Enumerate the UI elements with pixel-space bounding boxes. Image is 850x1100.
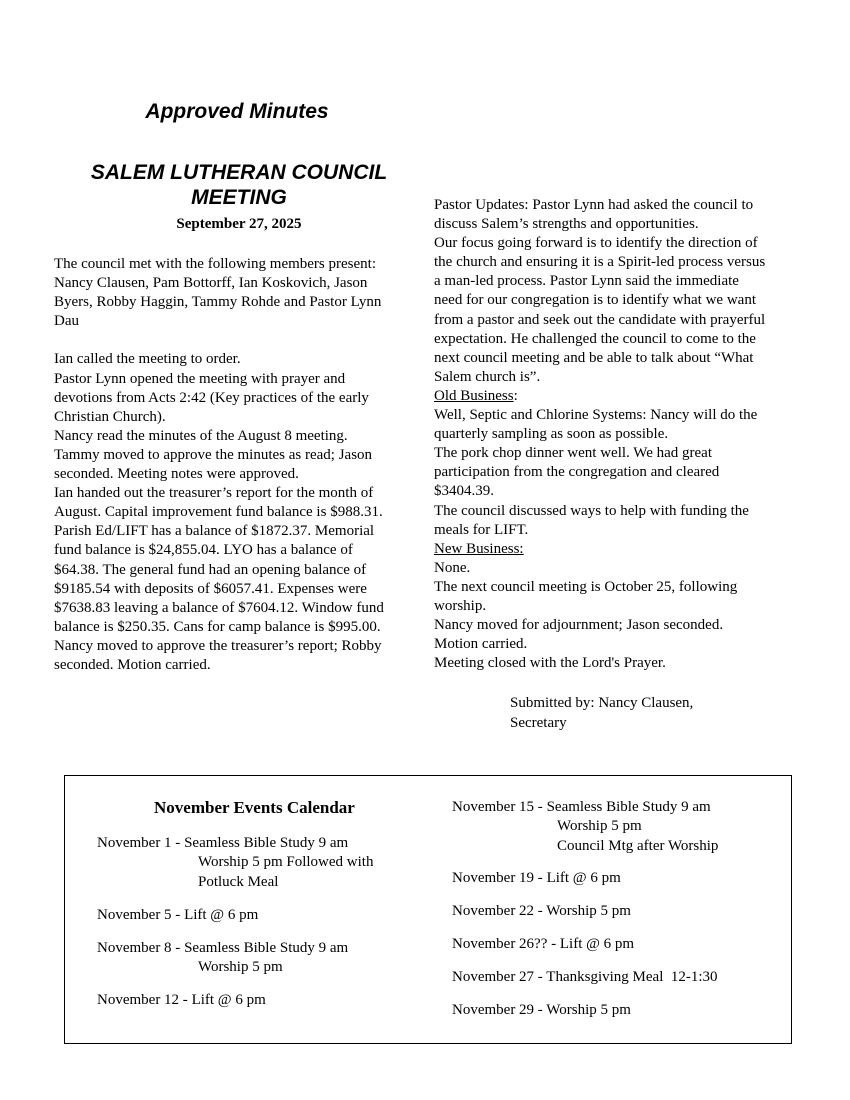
pastor-updates-line: a man-led process. Pastor Lynn said the immediate bbox=[434, 273, 739, 290]
event-detail: Worship 5 pm bbox=[557, 818, 642, 835]
old-business-heading bbox=[434, 387, 810, 406]
new-business-line: The next council meeting is October 25, following bbox=[434, 578, 738, 595]
event-date: November 12 - bbox=[97, 992, 192, 1008]
event-detail: Council Mtg after Worship bbox=[557, 837, 719, 854]
calendar-event bbox=[452, 968, 718, 987]
minutes-left-column bbox=[54, 255, 426, 675]
pastor-updates-line: from a pastor and seek out the candidate with prayerful bbox=[434, 311, 766, 328]
minutes-line: Nancy moved to approve the treasurer’s report; Robby bbox=[54, 637, 382, 654]
minutes-line: August. Capital improvement fund balance is $988.31. bbox=[54, 504, 383, 521]
event-detail: Seamless Bible Study 9 am bbox=[546, 799, 711, 815]
title-line-1: SALEM LUTHERAN COUNCIL bbox=[90, 161, 388, 184]
event-date: November 22 - bbox=[452, 903, 547, 919]
event-detail: Potluck Meal bbox=[198, 873, 279, 890]
minutes-line: Dau bbox=[54, 313, 79, 330]
new-business-line: Nancy moved for adjournment; Jason seconded. bbox=[434, 617, 724, 634]
event-date: November 5 - bbox=[97, 907, 185, 923]
event-detail: Lift @ 6 pm bbox=[559, 936, 635, 952]
new-business-line: Meeting closed with the Lord's Prayer. bbox=[434, 655, 666, 672]
old-business-line: quarterly sampling as soon as possible. bbox=[434, 426, 669, 443]
minutes-line: $64.38. The general fund had an opening balance of bbox=[54, 561, 367, 578]
old-business-line: The pork chop dinner went well. We had great bbox=[434, 445, 713, 462]
calendar-event bbox=[452, 902, 631, 921]
title-line-2: MEETING bbox=[191, 186, 287, 209]
calendar-event bbox=[452, 935, 634, 954]
new-business-heading: New Business: bbox=[434, 540, 524, 557]
old-business-line: Well, Septic and Chlorine Systems: Nancy will do the bbox=[434, 407, 758, 424]
minutes-line: balance is $250.35. Cans for camp balance is $995.00. bbox=[54, 618, 381, 635]
minutes-line: fund balance is $24,855.04. LYO has a balance of bbox=[54, 542, 353, 559]
minutes-right-column bbox=[434, 196, 810, 673]
calendar-event bbox=[97, 939, 348, 978]
minutes-line: Pastor Lynn opened the meeting with prayer and bbox=[54, 370, 346, 387]
event-detail: Seamless Bible Study 9 am bbox=[184, 835, 349, 851]
minutes-line: Ian called the meeting to order. bbox=[54, 351, 241, 368]
approved-minutes-heading: Approved Minutes bbox=[145, 100, 329, 123]
minutes-line: seconded. Meeting notes were approved. bbox=[54, 466, 299, 483]
minutes-line: Ian handed out the treasurer’s report for the month of bbox=[54, 485, 374, 502]
old-business-line: meals for LIFT. bbox=[434, 521, 529, 538]
event-date: November 8 - bbox=[97, 940, 185, 956]
pastor-updates-line: discuss Salem’s strengths and opportunities. bbox=[434, 216, 699, 233]
event-date: November 1 - bbox=[97, 835, 185, 851]
calendar-event bbox=[97, 906, 258, 925]
event-date: November 27 - bbox=[452, 969, 547, 985]
old-business-line: participation from the congregation and cleared bbox=[434, 464, 720, 481]
event-detail: Worship 5 pm bbox=[198, 959, 283, 976]
pastor-updates-line: next council meeting and be able to talk about “What bbox=[434, 349, 754, 366]
minutes-line: seconded. Motion carried. bbox=[54, 656, 211, 673]
old-business-label: Old Business bbox=[434, 387, 514, 404]
calendar-event bbox=[452, 1001, 631, 1020]
submitted-by-name: Submitted by: Nancy Clausen, bbox=[510, 695, 694, 711]
pastor-updates-line: Pastor Updates: Pastor Lynn had asked the council to bbox=[434, 197, 754, 213]
paragraph-gap bbox=[54, 331, 426, 350]
pastor-updates-line: Our focus going forward is to identify the direction of bbox=[434, 235, 758, 252]
minutes-line: Byers, Robby Haggin, Tammy Rohde and Pastor Lynn bbox=[54, 294, 382, 311]
pastor-updates-line: the church and ensuring it is a Spirit-led process versus bbox=[434, 254, 766, 271]
event-detail: Worship 5 pm Followed with bbox=[198, 854, 374, 871]
document-title bbox=[54, 160, 424, 210]
minutes-line: Tammy moved to approve the minutes as read; Jason bbox=[54, 446, 373, 463]
minutes-line: $9185.54 with deposits of $6057.41. Expenses were bbox=[54, 580, 367, 597]
event-detail: Lift @ 6 pm bbox=[546, 870, 621, 886]
old-business-colon: : bbox=[513, 387, 518, 404]
minutes-line: Nancy Clausen, Pam Bottorff, Ian Koskovich, Jason bbox=[54, 275, 368, 292]
pastor-updates-line: Salem church is”. bbox=[434, 368, 541, 385]
minutes-line: $7638.83 leaving a balance of $7604.12. Window fund bbox=[54, 599, 384, 616]
minutes-line: devotions from Acts 2:42 (Key practices of the early bbox=[54, 389, 369, 406]
event-detail: Lift @ 6 pm bbox=[184, 907, 259, 923]
pastor-updates-line: expectation. He challenged the council to come to the bbox=[434, 330, 756, 347]
calendar-title: November Events Calendar bbox=[154, 798, 355, 817]
submitted-by bbox=[510, 694, 693, 733]
event-date: November 29 - bbox=[452, 1002, 547, 1018]
meeting-date: September 27, 2025 bbox=[176, 216, 302, 232]
new-business-line: worship. bbox=[434, 597, 487, 614]
old-business-line: $3404.39. bbox=[434, 483, 494, 500]
calendar-event bbox=[452, 869, 621, 888]
event-date: November 26?? - bbox=[452, 936, 560, 952]
old-business-line: The council discussed ways to help with funding the bbox=[434, 502, 749, 519]
minutes-line: Parish Ed/LIFT has a balance of $1872.37. Memorial bbox=[54, 523, 375, 540]
calendar-event bbox=[452, 798, 718, 856]
calendar-event bbox=[97, 834, 373, 892]
minutes-line: The council met with the following members present: bbox=[54, 256, 377, 272]
submitted-by-role: Secretary bbox=[510, 714, 567, 731]
event-detail: Thanksgiving Meal 12-1:30 bbox=[546, 969, 718, 985]
event-date: November 15 - bbox=[452, 799, 547, 815]
minutes-line: Nancy read the minutes of the August 8 meeting. bbox=[54, 427, 348, 444]
event-detail: Seamless Bible Study 9 am bbox=[184, 940, 349, 956]
new-business-line: None. bbox=[434, 559, 471, 576]
event-detail: Worship 5 pm bbox=[546, 1002, 631, 1018]
event-date: November 19 - bbox=[452, 870, 547, 886]
new-business-line: Motion carried. bbox=[434, 636, 528, 653]
event-detail: Lift @ 6 pm bbox=[191, 992, 266, 1008]
minutes-line: Christian Church). bbox=[54, 408, 166, 425]
pastor-updates-line: need for our congregation is to identify what we want bbox=[434, 292, 756, 309]
calendar-event bbox=[97, 991, 266, 1010]
event-detail: Worship 5 pm bbox=[546, 903, 631, 919]
